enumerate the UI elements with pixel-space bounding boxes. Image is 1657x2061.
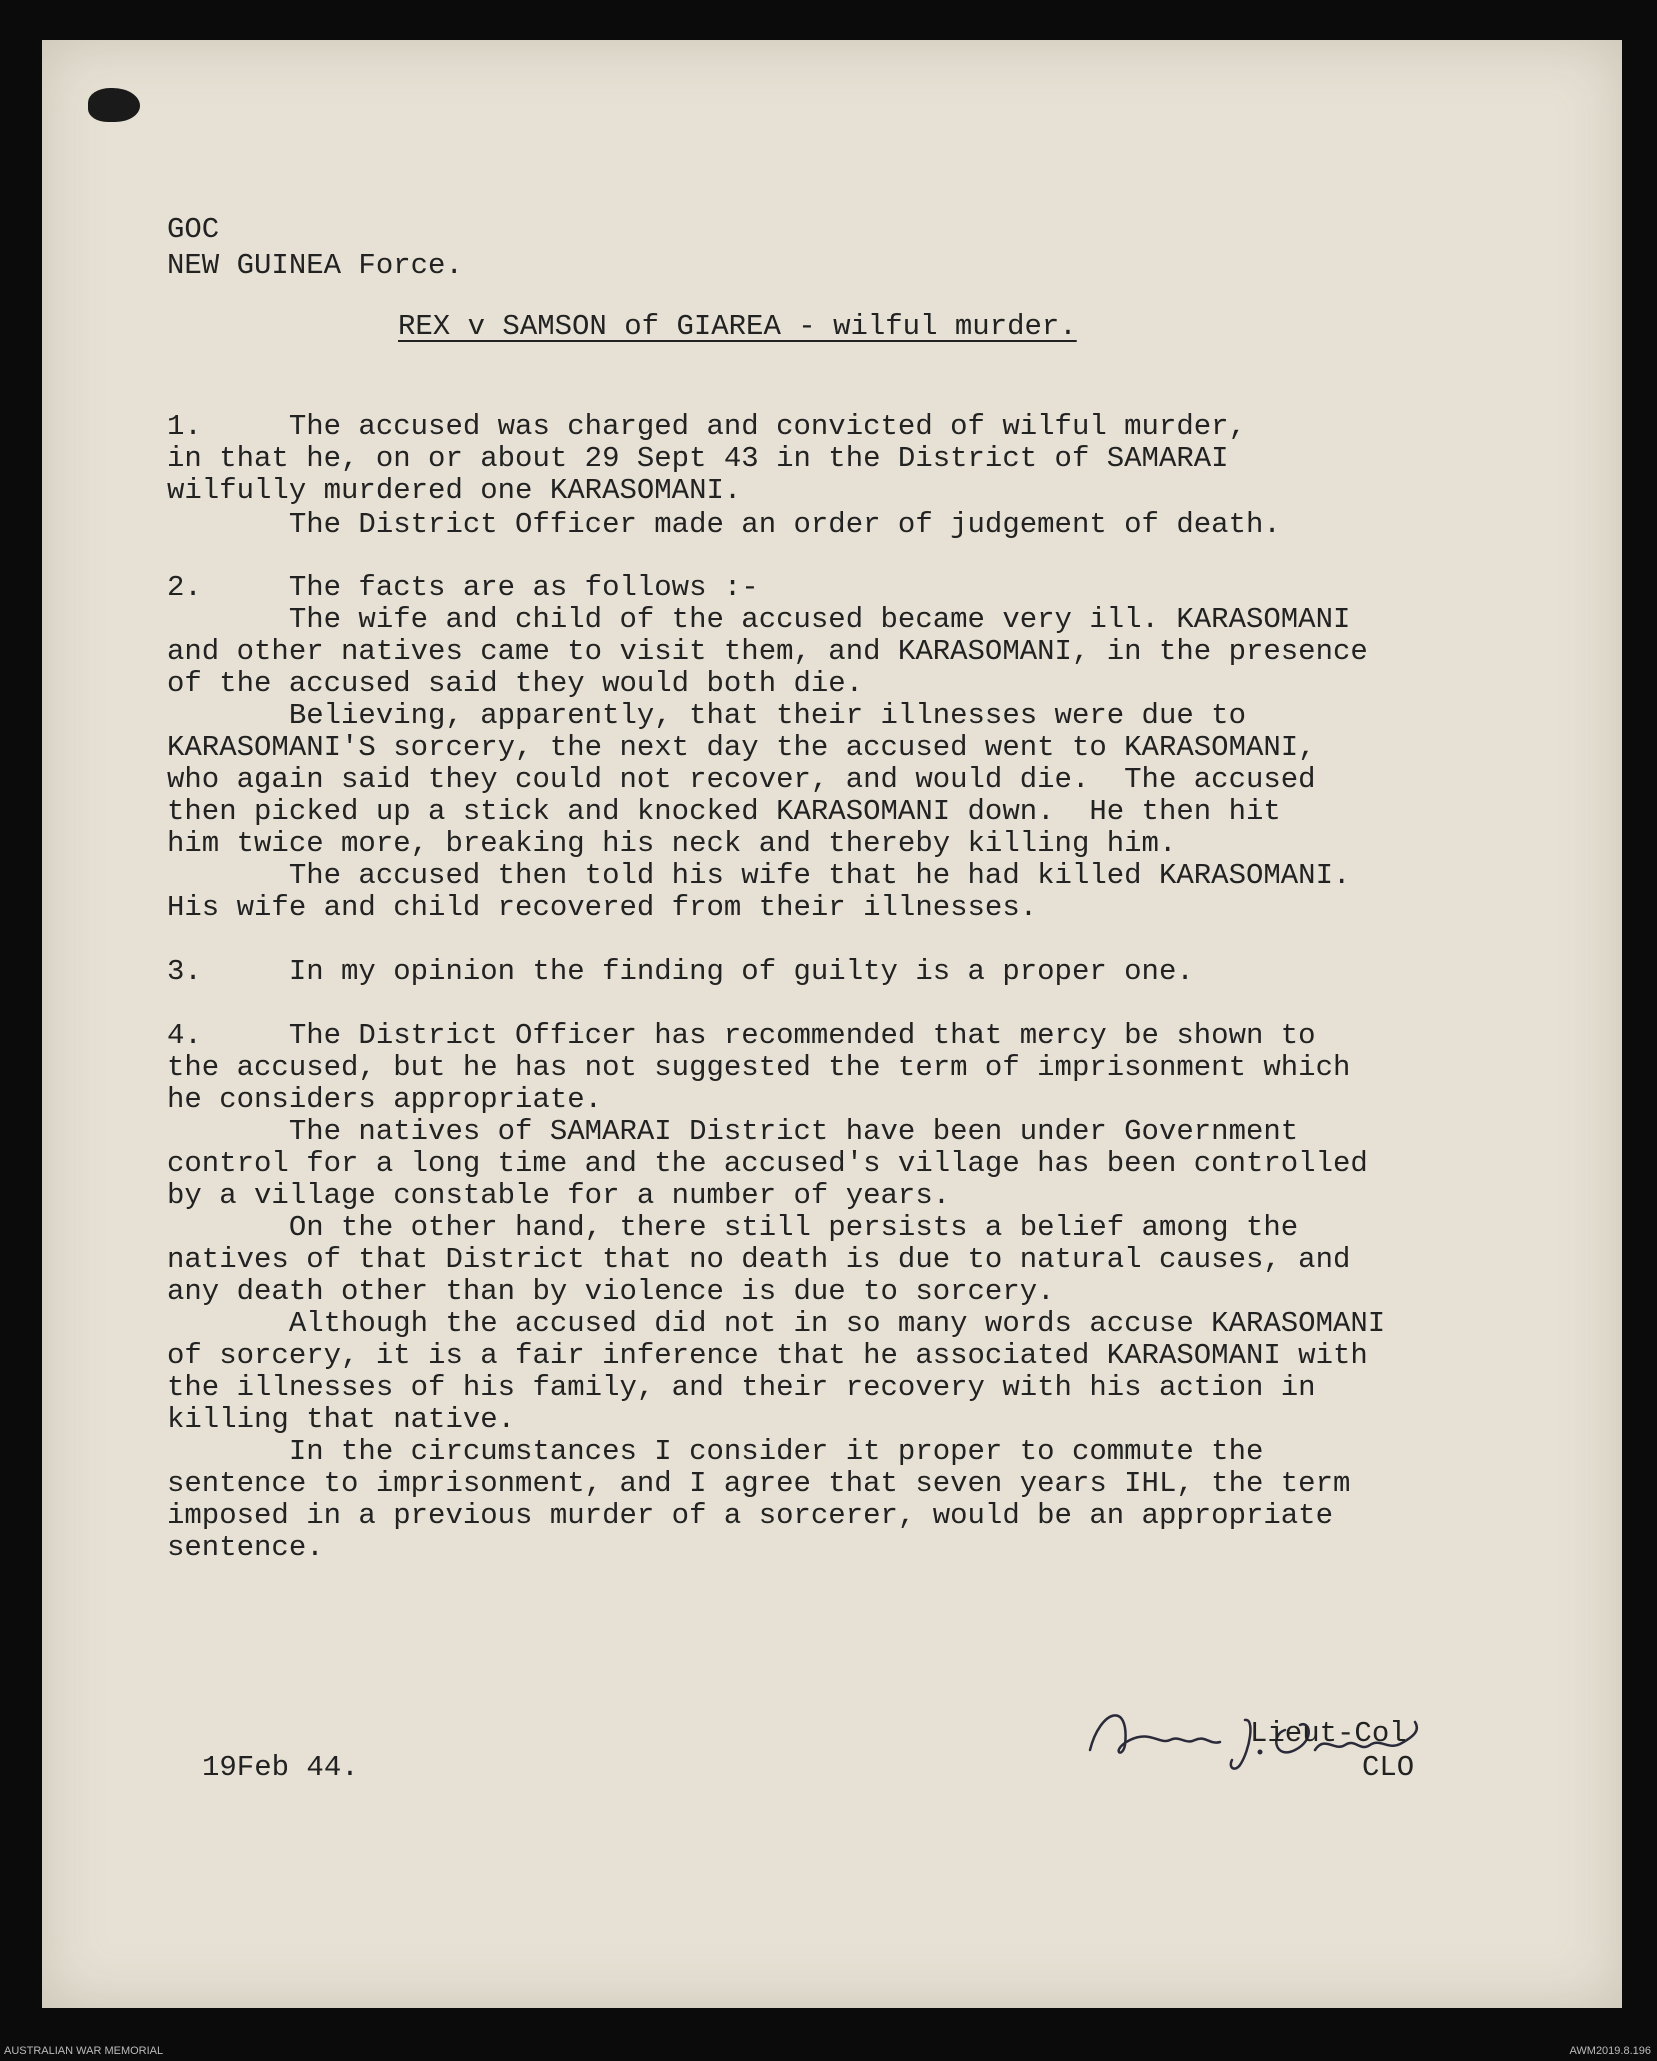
text-line: the accused, but he has not suggested the term of imprisonment which [167,1051,1351,1084]
text-line: On the other hand, there still persists a belief among the [167,1211,1299,1244]
text-line: Although the accused did not in so many words accuse KARASOMANI [167,1307,1386,1340]
text-line: then picked up a stick and knocked KARASOMANI down. He then hit [167,795,1281,828]
text-line: 2. The facts are as follows :- [167,571,759,604]
text-line: who again said they could not recover, and would die. The accused [167,763,1316,796]
text-line: the illnesses of his family, and their recovery with his action in [167,1371,1316,1404]
text-line: sentence. [167,1531,324,1564]
text-line: His wife and child recovered from their illnesses. [167,891,1038,924]
signature-title: CLO [1362,1751,1415,1784]
text-line: The wife and child of the accused became very ill. KARASOMANI [167,603,1351,636]
text-line: him twice more, breaking his neck and thereby killing him. [167,827,1177,860]
document-title: REX v SAMSON of GIAREA - wilful murder. [398,310,1077,343]
text-line: of the accused said they would both die. [167,667,864,700]
text-line: in that he, on or about 29 Sept 43 in the District of SAMARAI [167,442,1229,475]
text-line: and other natives came to visit them, and KARASOMANI, in the presence [167,635,1368,668]
address-line-1: GOC [167,213,220,246]
text-line: control for a long time and the accused's village has been controlled [167,1147,1368,1180]
text-line: 4. The District Officer has recommended that mercy be shown to [167,1019,1316,1052]
archive-footer [0,2041,1657,2061]
text-line: by a village constable for a number of years. [167,1179,951,1212]
text-line: 1. The accused was charged and convicted of wilful murder, [167,410,1246,443]
text-line: imposed in a previous murder of a sorcerer, would be an appropriate [167,1499,1333,1532]
text-line: of sorcery, it is a fair inference that he associated KARASOMANI with [167,1339,1368,1372]
text-line: any death other than by violence is due to sorcery. [167,1275,1055,1308]
text-line: sentence to imprisonment, and I agree that seven years IHL, the term [167,1467,1351,1500]
address-line-2: NEW GUINEA Force. [167,249,463,282]
archive-name: AUSTRALIAN WAR MEMORIAL [4,2045,164,2057]
signature-rank: Lieut-Col [1250,1717,1407,1750]
archive-reference: AWM2019.8.196 [1569,2045,1651,2057]
text-line: he considers appropriate. [167,1083,603,1116]
text-line: 3. In my opinion the finding of guilty is a proper one. [167,955,1194,988]
text-line: Believing, apparently, that their illnesses were due to [167,699,1246,732]
text-line: natives of that District that no death is due to natural causes, and [167,1243,1351,1276]
text-line: KARASOMANI'S sorcery, the next day the accused went to KARASOMANI, [167,731,1316,764]
text-line: In the circumstances I consider it proper to commute the [167,1435,1264,1468]
text-line: The accused then told his wife that he had killed KARASOMANI. [167,859,1351,892]
document-date: 19Feb 44. [202,1751,359,1784]
text-line: The natives of SAMARAI District have been under Government [167,1115,1299,1148]
text-line: wilfully murdered one KARASOMANI. [167,474,742,507]
text-line: The District Officer made an order of judgement of death. [167,508,1281,541]
text-line: killing that native. [167,1403,516,1436]
